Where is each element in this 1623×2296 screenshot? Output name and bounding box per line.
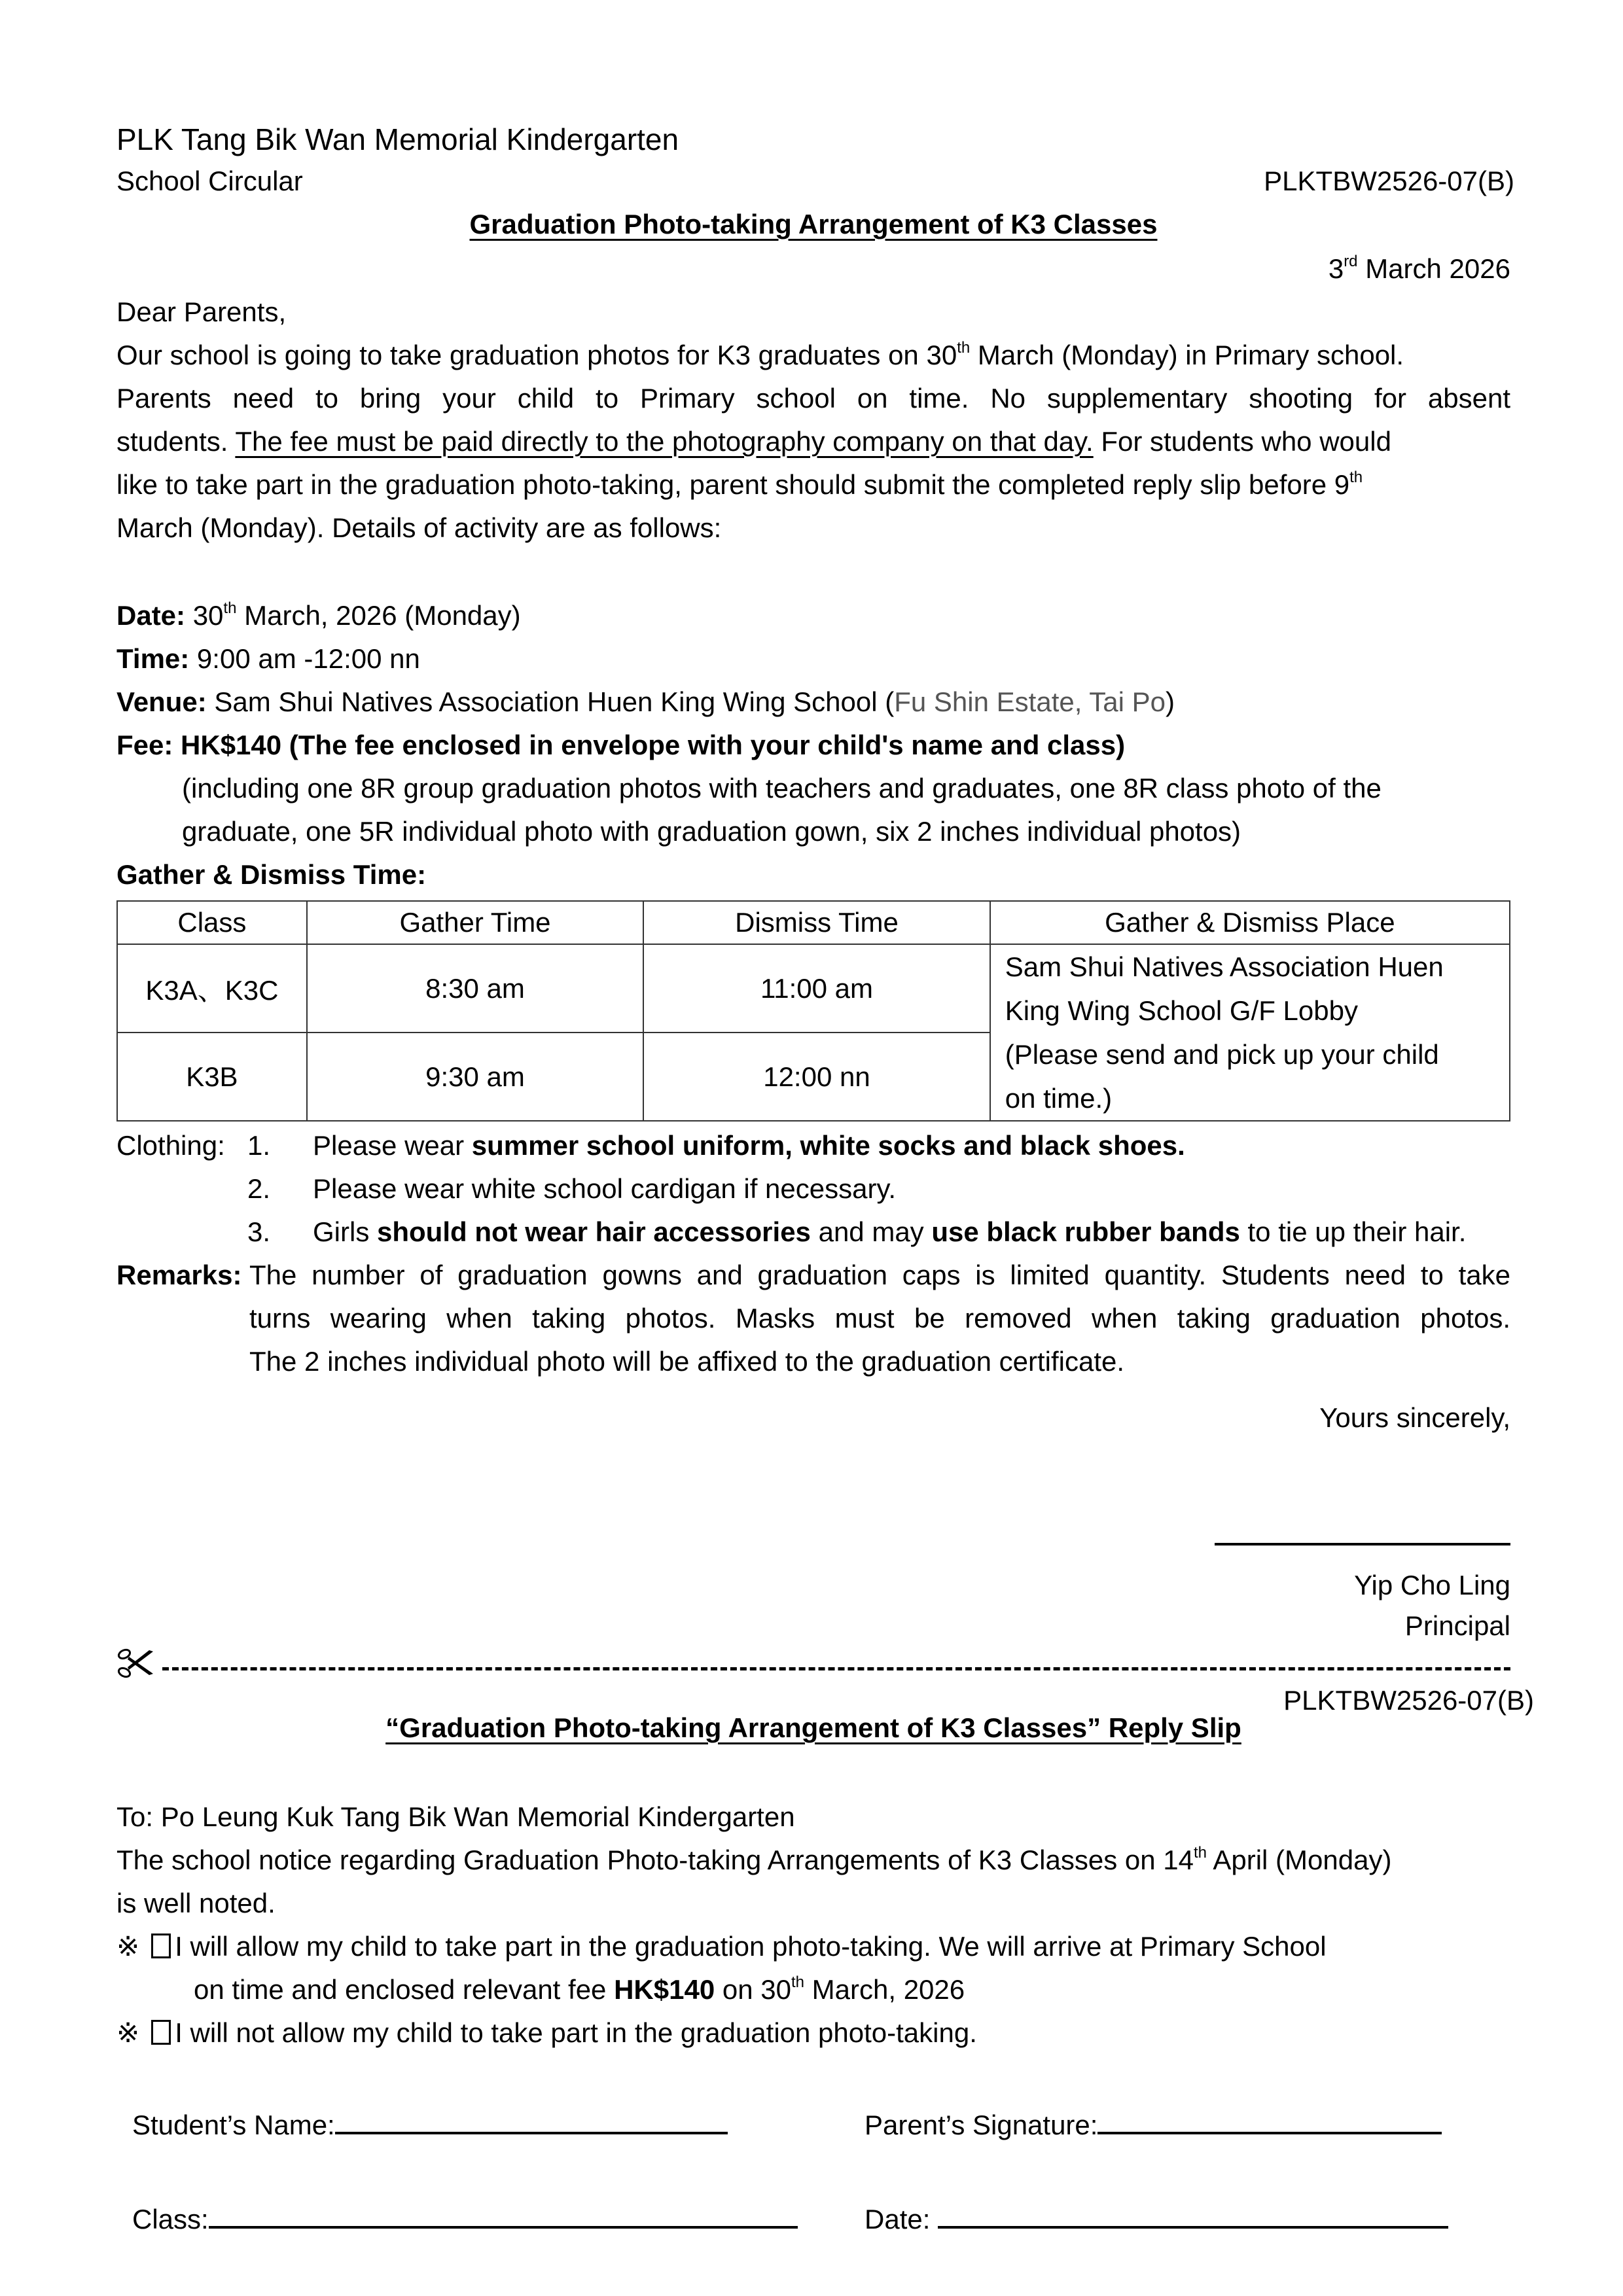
clothing-item-1: 1. <box>247 1130 271 1161</box>
remarks-line-1: The number of graduation gowns and graduation caps is limited quantity. Students need to take <box>249 1260 1510 1290</box>
reply-ref-code: PLKTBW2526-07(B) <box>1283 1685 1534 1716</box>
cell-dismiss: 11:00 am <box>643 944 990 1033</box>
cell-gather: 9:30 am <box>307 1033 643 1121</box>
principal-signature-line <box>1215 1543 1510 1545</box>
scissors-icon <box>116 1648 156 1680</box>
reference-mark-icon: ※ <box>116 2017 140 2048</box>
parent-signature-field[interactable] <box>865 2108 1442 2139</box>
date-input[interactable] <box>938 2202 1448 2229</box>
table-row <box>117 944 1510 1033</box>
circular-date: 3rd March 2026 <box>1328 253 1510 284</box>
detail-time: Time: 9:00 am -12:00 nn <box>116 643 420 674</box>
letter-line-3: students. The fee must be paid directly to the photography company on that day. For students who would <box>116 426 1391 457</box>
doc-type: School Circular <box>116 166 303 196</box>
student-name-input[interactable] <box>335 2108 728 2134</box>
col-dismiss-time: Dismiss Time <box>643 901 990 944</box>
cell-class: K3B <box>117 1033 307 1121</box>
ref-code: PLKTBW2526-07(B) <box>1264 166 1514 196</box>
place-line: King Wing School G/F Lobby <box>1005 995 1358 1026</box>
place-line: on time.) <box>1005 1083 1113 1114</box>
clothing-item-3: 3. <box>247 1216 271 1247</box>
place-line: Sam Shui Natives Association Huen <box>1005 951 1444 982</box>
table-header-row <box>117 901 1510 944</box>
class-label: Class: <box>132 2204 209 2234</box>
parent-signature-label: Parent’s Signature: <box>865 2110 1098 2140</box>
student-name-label: Student’s Name: <box>132 2110 335 2140</box>
student-name-field[interactable] <box>132 2108 728 2139</box>
letter-line-1: Our school is going to take graduation photos for K3 graduates on 30th March (Monday) in Primary school. <box>116 339 1404 370</box>
clothing-label: Clothing: <box>116 1130 225 1161</box>
closing-sincerely: Yours sincerely, <box>1319 1402 1510 1433</box>
class-input[interactable] <box>209 2202 798 2229</box>
option-not-allow[interactable] <box>116 2019 977 2047</box>
remarks-line-3: The 2 inches individual photo will be affixed to the graduation certificate. <box>249 1346 1125 1377</box>
cell-gather: 8:30 am <box>307 944 643 1033</box>
reply-slip-title: “Graduation Photo-taking Arrangement of K3 Classes” Reply Slip <box>385 1712 1241 1743</box>
place-line: (Please send and pick up your child <box>1005 1039 1439 1070</box>
salutation: Dear Parents, <box>116 296 287 327</box>
cut-dashed-line <box>162 1667 1510 1670</box>
detail-venue: Venue: Sam Shui Natives Association Huen King Wing School (Fu Shin Estate, Tai Po) <box>116 686 1175 717</box>
clothing-item-2-text: Please wear white school cardigan if necessary. <box>313 1173 897 1204</box>
checkbox-allow[interactable] <box>151 1934 171 1958</box>
option-allow-cont: on time and enclosed relevant fee HK$140 on 30th March, 2026 <box>194 1973 965 2005</box>
schedule-table <box>116 900 1510 1122</box>
clothing-item-2: 2. <box>247 1173 271 1204</box>
class-field[interactable] <box>132 2202 798 2233</box>
reply-notice-2: is well noted. <box>116 1888 276 1918</box>
circular-title: Graduation Photo-taking Arrangement of K3 Classes <box>469 209 1158 239</box>
parent-signature-input[interactable] <box>1097 2108 1442 2134</box>
col-gather-time: Gather Time <box>307 901 643 944</box>
cell-class: K3A、K3C <box>117 944 307 1033</box>
option-allow[interactable] <box>116 1933 1327 1960</box>
option-not-allow-label: I will not allow my child to take part in the graduation photo-taking. <box>175 2017 977 2048</box>
school-name: PLK Tang Bik Wan Memorial Kindergarten <box>116 122 679 156</box>
col-class: Class <box>117 901 307 944</box>
checkbox-not-allow[interactable] <box>151 2020 171 2045</box>
principal-position: Principal <box>1404 1610 1510 1641</box>
detail-fee: Fee: HK$140 (The fee enclosed in envelope with your child's name and class) <box>116 730 1126 760</box>
cell-place <box>990 944 1510 1121</box>
gather-dismiss-label: Gather & Dismiss Time: <box>116 859 427 890</box>
col-place: Gather & Dismiss Place <box>990 901 1510 944</box>
reply-notice-1: The school notice regarding Graduation Photo-taking Arrangements of K3 Classes on 14th April (Monday) <box>116 1844 1392 1875</box>
reply-to: To: Po Leung Kuk Tang Bik Wan Memorial Kindergarten <box>116 1801 795 1832</box>
date-field[interactable] <box>865 2202 1448 2233</box>
fee-inclusion-2: graduate, one 5R individual photo with graduation gown, six 2 inches individual photos) <box>182 816 1241 847</box>
option-allow-label: I will allow my child to take part in the graduation photo-taking. We will arrive at Primary School <box>175 1931 1327 1962</box>
cell-dismiss: 12:00 nn <box>643 1033 990 1121</box>
detail-date: Date: 30th March, 2026 (Monday) <box>116 599 521 631</box>
fee-inclusion-1: (including one 8R group graduation photos with teachers and graduates, one 8R class photo of the <box>182 773 1382 804</box>
date-label: Date: <box>865 2204 931 2234</box>
remarks-label: Remarks: <box>116 1260 242 1290</box>
reference-mark-icon: ※ <box>116 1931 140 1962</box>
clothing-item-1-text: Please wear summer school uniform, white socks and black shoes. <box>313 1130 1185 1161</box>
letter-line-4: like to take part in the graduation photo-taking, parent should submit the completed reply slip before 9th <box>116 468 1363 500</box>
letter-line-2: Parents need to bring your child to Primary school on time. No supplementary shooting for absent <box>116 383 1510 414</box>
remarks-line-2: turns wearing when taking photos. Masks must be removed when taking graduation photos. <box>249 1303 1510 1333</box>
letter-line-5: March (Monday). Details of activity are as follows: <box>116 512 722 543</box>
clothing-item-3-text: Girls should not wear hair accessories and may use black rubber bands to tie up their hair. <box>313 1216 1467 1247</box>
principal-name: Yip Cho Ling <box>1354 1570 1510 1600</box>
